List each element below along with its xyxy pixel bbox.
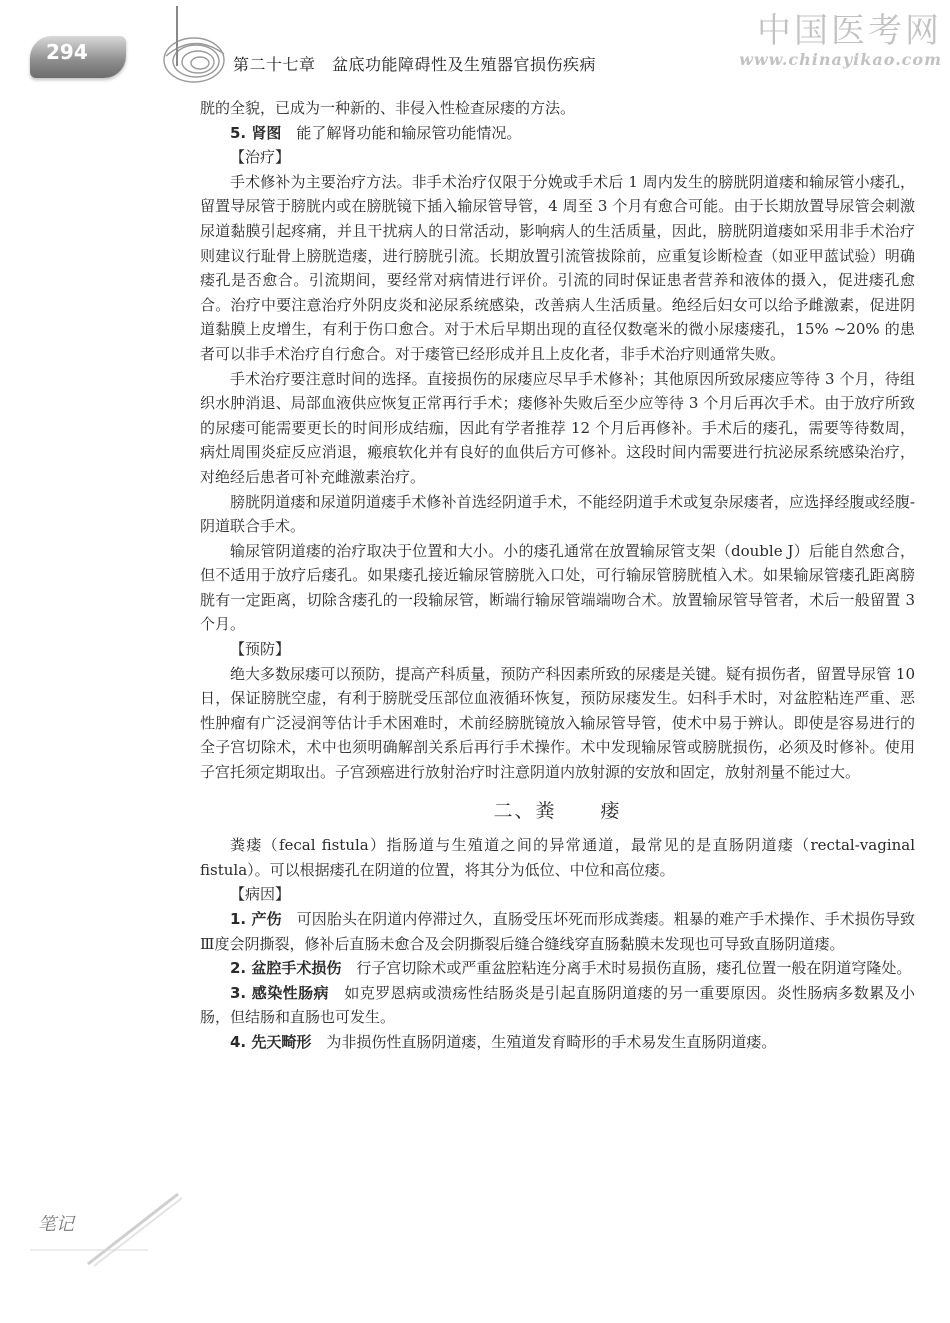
section-heading-fecal-fistula <box>200 799 915 824</box>
paragraph-fecal-fistula: 粪瘘（fecal fistula）指肠道与生殖道之间的异常通道，最常见的是直肠阴道瘘（rectal-vaginal fistula）。可以根据瘘孔在阴道的位置，将其分为低位、中位和高位瘘。 <box>200 836 915 879</box>
page-body <box>200 96 915 1055</box>
watermark-cn: 中国医考网 <box>757 11 942 51</box>
item-text: 能了解肾功能和输尿管功能情况。 <box>296 123 522 142</box>
item-cause-1 <box>200 907 915 956</box>
paragraph-prevention: 绝大多数尿瘘可以预防，提高产科质量，预防产科因素所致的尿瘘是关键。疑有损伤者，留置导尿管 10 日，保证膀胱空虚，有利于膀胱受压部位血液循环恢复，预防尿瘘发生。妇科手术时，对盆腔粘连严重、恶性肿瘤有广泛浸润等估计手术困难时，术前经膀胱镜放入输尿管导管，使术中易于辨认。即使是容易进行的全子宫切除术，术中也须明确解剖关系后再行手术操作。术中发现输尿管或膀胱损伤，必须及时修补。使用子宫托须定期取出。子宫颈癌进行放射治疗时注意阴道内放射源的安放和固定，放射剂量不能过大。 <box>200 664 915 782</box>
item-label: 3. 感染性肠病 <box>230 983 329 1002</box>
item-renogram <box>200 121 915 146</box>
item-label: 2. 盆腔手术损伤 <box>230 959 342 978</box>
section-heading-part-2: 瘘 <box>600 799 622 822</box>
notes-label: 笔记 <box>38 1214 74 1235</box>
watermark <box>739 12 942 69</box>
item-text: 行子宫切除术或严重盆腔粘连分离手术时易损伤直肠，瘘孔位置一般在阴道穹隆处。 <box>356 959 912 978</box>
item-label: 4. 先天畸形 <box>230 1032 312 1051</box>
notes-margin <box>28 1190 188 1270</box>
item-cause-3 <box>200 981 915 1030</box>
item-cause-2 <box>200 956 915 981</box>
spiral-logo-icon <box>160 28 228 88</box>
heading-prevention: 【预防】 <box>230 640 291 659</box>
paragraph-treatment-2: 手术治疗要注意时间的选择。直接损伤的尿瘘应尽早手术修补；其他原因所致尿瘘应等待 3 个月，待组织水肿消退、局部血液供应恢复正常再行手术；瘘修补失败后至少应等待 3 个月后再次手术。由于放疗所致的尿瘘可能需要更长的时间形成结痂，因此有学者推荐 12 个月后再修补。手术后的瘘孔，需要等待数周，病灶周围炎症反应消退，瘢痕软化并有良好的血供后方可修补。这段时间内需要进行抗泌尿系统感染治疗，对绝经后患者可补充雌激素治疗。 <box>200 369 915 486</box>
item-text: 可因胎头在阴道内停滞过久，直肠受压坏死而形成粪瘘。粗暴的难产手术操作、手术损伤导致Ⅲ度会阴撕裂，修补后直肠未愈合及会阴撕裂后缝合缝线穿直肠黏膜未发现也可导致直肠阴道瘘。 <box>200 910 915 953</box>
header-divider <box>176 6 178 66</box>
heading-etiology: 【病因】 <box>230 885 291 904</box>
section-heading-part-1: 二、粪 <box>493 799 557 822</box>
page-number: 294 <box>46 40 88 64</box>
paragraph-continuation: 胱的全貌，已成为一种新的、非侵入性检查尿瘘的方法。 <box>200 99 576 117</box>
heading-treatment: 【治疗】 <box>230 148 291 167</box>
paragraph-treatment-1: 手术修补为主要治疗方法。非手术治疗仅限于分娩或手术后 1 周内发生的膀胱阴道瘘和输尿管小瘘孔，留置导尿管于膀胱内或在膀胱镜下插入输尿管导管，4 周至 3 个月有愈合可能。由于长期放置导尿管会刺激尿道黏膜引起疼痛，并且干扰病人的日常活动，影响病人的生活质量，因此，膀胱阴道瘘如采用非手术治疗则建议行耻骨上膀胱造瘘，进行膀胱引流。长期放置引流管拔除前，应重复诊断检查（如亚甲蓝试验）明确瘘孔是否愈合。引流期间，要经常对病情进行评价。引流的同时保证患者营养和液体的摄入，促进瘘孔愈合。治疗中要注意治疗外阴皮炎和泌尿系统感染，改善病人生活质量。绝经后妇女可以给予雌激素，促进阴道黏膜上皮增生，有利于伤口愈合。对于术后早期出现的直径仅数毫米的微小尿瘘瘘孔，15% ~20% 的患者可以非手术治疗自行愈合。对于瘘管已经形成并且上皮化者，非手术治疗则通常失败。 <box>200 172 915 363</box>
item-cause-4 <box>200 1030 915 1055</box>
chapter-title: 第二十七章 盆底功能障碍性及生殖器官损伤疾病 <box>233 55 597 74</box>
item-text: 为非损伤性直肠阴道瘘，生殖道发育畸形的手术易发生直肠阴道瘘。 <box>326 1032 777 1051</box>
item-label: 5. 肾图 <box>230 123 282 142</box>
watermark-url: www.chinayikao.com <box>739 50 942 69</box>
paragraph-treatment-4: 输尿管阴道瘘的治疗取决于位置和大小。小的瘘孔通常在放置输尿管支架（double J）后能自然愈合，但不适用于放疗后瘘孔。如果瘘孔接近输尿管膀胱入口处，可行输尿管膀胱植入术。如果输尿管瘘孔距离膀胱有一定距离，切除含瘘孔的一段输尿管，断端行输尿管端端吻合术。放置输尿管导管者，术后一般留置 3 个月。 <box>200 541 915 634</box>
paragraph-treatment-3: 膀胱阴道瘘和尿道阴道瘘手术修补首选经阴道手术，不能经阴道手术或复杂尿瘘者，应选择经腹或经腹-阴道联合手术。 <box>200 492 915 536</box>
item-label: 1. 产伤 <box>230 910 282 928</box>
item-text: 如克罗恩病或溃疡性结肠炎是引起直肠阴道瘘的另一重要原因。炎性肠病多数累及小肠，但结肠和直肠也可发生。 <box>200 983 915 1027</box>
